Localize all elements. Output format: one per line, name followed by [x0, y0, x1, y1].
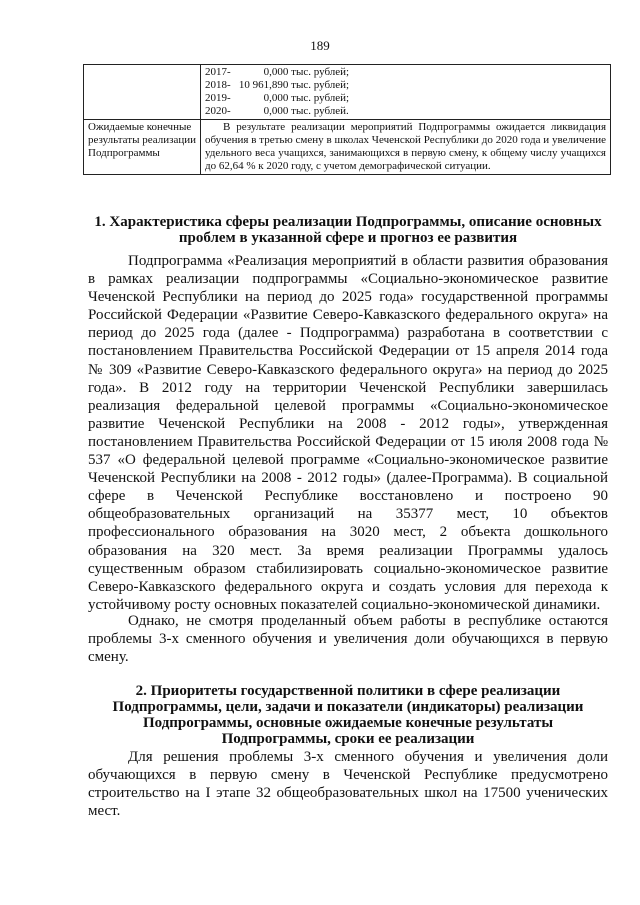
results-row	[84, 120, 611, 175]
results-text: В результате реализации мероприятий Подпрограммы ожидается ликвидация обучения в третью смену в школах Чеченской Республики до 2020 года и увеличение удельного веса учащихся, занимающихся в первую смену, к общему числу учащихся до 62,64 % к 2020 году, с учетом демографической ситуации.	[201, 120, 611, 175]
section1-paragraph-2: Однако, не смотря проделанный объем работы в республике остаются проблемы 3-х сменного обучения и увеличения доли обучающихся в первую смену.	[88, 613, 608, 666]
funding-row	[84, 65, 611, 120]
funding-line-2020: 2020- 0,000 тыс. рублей.	[205, 105, 349, 117]
funding-line-2018: 2018- 10 961,890 тыс. рублей;	[205, 79, 350, 91]
funding-line-2017: 2017- 0,000 тыс. рублей;	[205, 66, 350, 78]
section1-heading: 1. Характеристика сферы реализации Подпрограммы, описание основных проблем в указанной сфере и прогноз ее развития	[94, 214, 602, 246]
page-number: 189	[310, 38, 330, 53]
funding-cell	[201, 65, 611, 120]
subprogram-passport-table	[83, 64, 611, 175]
section2-paragraph-1: Для решения проблемы 3-х сменного обучения и увеличения доли обучающихся в первую смену в Чеченской Республике предусмотрено строительство на I этапе 32 общеобразовательных школ на 17500 ученических мест.	[88, 749, 608, 820]
funding-line-2019: 2019- 0,000 тыс. рублей;	[205, 92, 350, 104]
results-label: Ожидаемые конечные результаты реализации Подпрограммы	[84, 120, 201, 175]
section2-heading: 2. Приоритеты государственной политики в сфере реализации Подпрограммы, цели, задачи и показатели (индикаторы) реализации Подпрограммы, основные ожидаемые конечные результаты Подпрограммы, сроки ее реализации	[112, 683, 584, 747]
funding-label-cell	[84, 65, 201, 120]
section1-paragraph-1: Подпрограмма «Реализация мероприятий в области развития образования в рамках реализации подпрограммы «Социально-экономическое развитие Чеченской Республики на период до 2025 года» государственной программы Российской Федерации «Развитие Северо-Кавказского федерального округа» на период до 2025 года (далее - Подпрограмма) разработана в соответствии с постановлением Правительства Российской Федерации от 15 апреля 2014 года № 309 «Развитие Северо-Кавказского федерального округа» на период до 2025 года». В 2012 году на территории Чеченской Республики завершилась реализация федеральной целевой программы «Социально-экономическое развитие Чеченской Республики на 2008 - 2012 годы», утвержденная постановлением Правительства Российской Федерации от 15 июля 2008 года № 537 «О федеральной целевой программе «Социально-экономическое развитие Чеченской Республики на 2008 - 2012 годы» (далее-Программа). В социальной сфере в Чеченской Республике восстановлено и построено 90 общеобразовательных организаций на 35377 мест, 10 объектов профессионального образования на 3020 мест, 2 объекта дошкольного образования на 320 мест. За время реализации Программы удалось существенным образом стабилизировать социально-экономическое развитие Северо-Кавказского федерального округа и создать условия для перехода к устойчивому росту основных показателей социально-экономической динамики.	[88, 253, 608, 613]
